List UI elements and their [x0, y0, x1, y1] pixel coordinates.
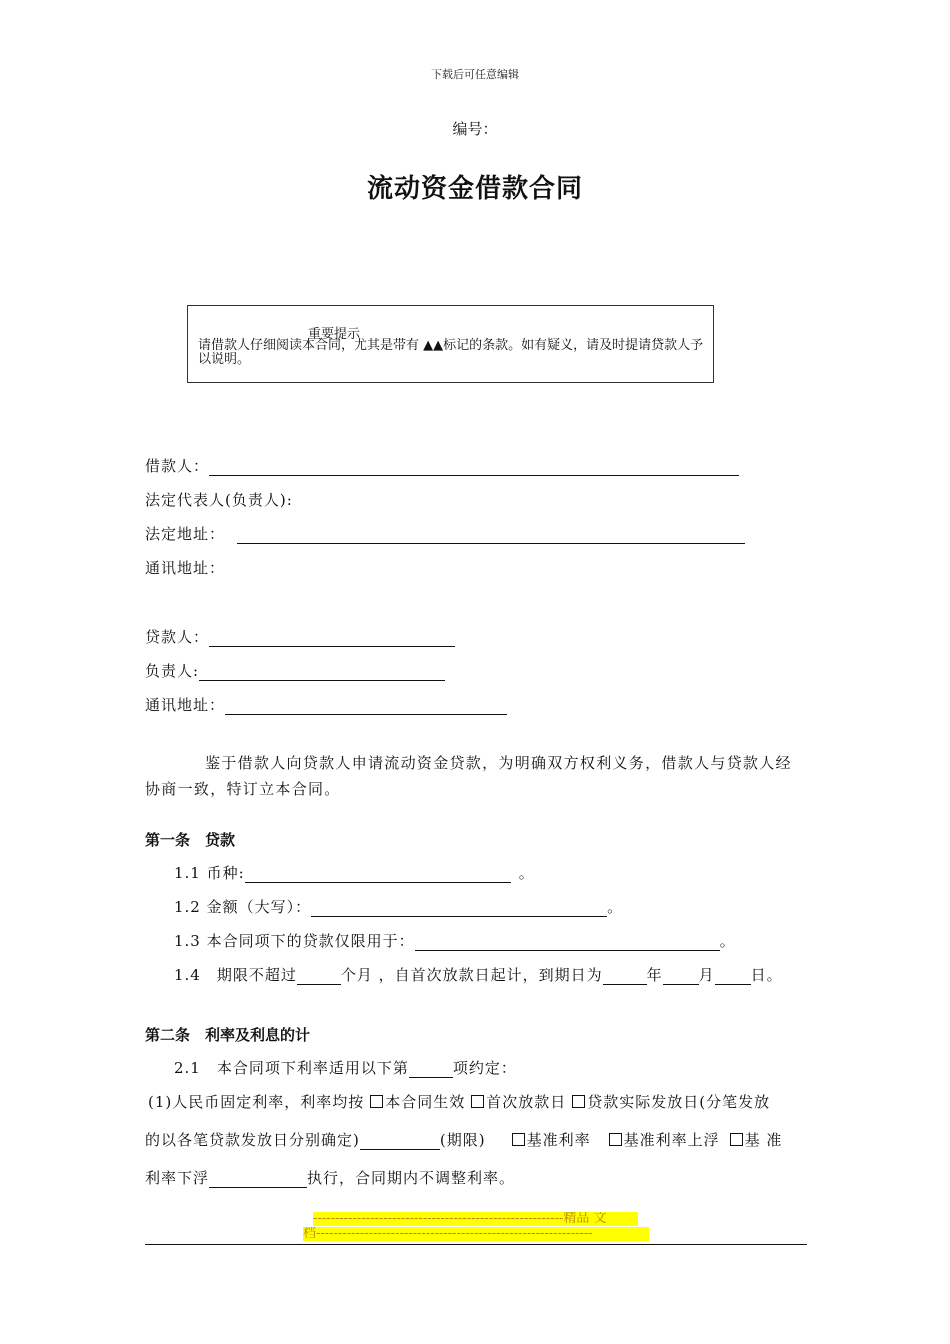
- clause-2-1: [174, 1057, 517, 1078]
- maturity-day-field[interactable]: [715, 967, 751, 985]
- contract-title: 流动资金借款合同: [366, 174, 583, 204]
- rate-option-field[interactable]: [409, 1060, 453, 1078]
- lender-mail-address-field[interactable]: [225, 697, 507, 715]
- borrower-legal-address-row: [145, 523, 745, 544]
- option-base-rate-down-a: 基 准: [744, 1131, 783, 1149]
- checkbox-base-rate-down[interactable]: [730, 1133, 743, 1146]
- borrower-legal-address-label: 法定地址：: [145, 525, 226, 543]
- checkbox-base-rate[interactable]: [512, 1133, 525, 1146]
- borrower-mail-address-label: 通讯地址：: [145, 559, 226, 577]
- footer-divider: [145, 1244, 807, 1245]
- notice-body: 请借款人仔细阅读本合同，尤其是带有 ▲▲标记的条款。如有疑义，请及时提请贷款人予以说明。: [198, 338, 704, 367]
- clause-1-4-text-a: 1.4 期限不超过: [174, 966, 297, 984]
- option-base-rate: 基准利率: [526, 1131, 591, 1149]
- term-months-field[interactable]: [297, 967, 341, 985]
- lender-head-field[interactable]: [199, 663, 445, 681]
- checkbox-contract-effective[interactable]: [370, 1095, 383, 1108]
- clause-2-1-text-b: 项约定：: [452, 1059, 517, 1077]
- lender-head-row: [145, 660, 445, 681]
- checkbox-first-drawdown[interactable]: [471, 1095, 484, 1108]
- clause-2-1-text-a: 2.1 本合同项下利率适用以下第: [174, 1059, 409, 1077]
- borrower-legal-address-field[interactable]: [237, 526, 745, 544]
- borrower-name-field[interactable]: [209, 458, 739, 476]
- article2-heading: 第二条 利率及利息的计: [145, 1026, 311, 1044]
- clause-1-3-end: 。: [719, 932, 736, 950]
- borrower-name-label: 借款人：: [145, 457, 210, 475]
- borrower-rep-label: 法定代表人(负责人):: [145, 491, 293, 509]
- clause-1-4: [174, 964, 783, 985]
- footer-watermark-line-2: 档---------------------------------------------------------------: [303, 1227, 649, 1241]
- clause-1-1-end: 。: [518, 864, 535, 882]
- fixed-rate-intro: (1)人民币固定利率，利率均按: [148, 1093, 365, 1111]
- footer-watermark-line-1: ---------------------------------------------------------精品 文: [313, 1212, 638, 1226]
- rate-term-field[interactable]: [360, 1132, 440, 1150]
- option-contract-effective: 本合同生效: [385, 1093, 466, 1111]
- serial-number-label: 编号：: [452, 120, 498, 138]
- clause-1-1-label: 1.1 币种:: [174, 864, 245, 882]
- lender-mail-address-label: 通讯地址：: [145, 696, 226, 714]
- fixed-rate-line-3-text-b: 执行，合同期内不调整利率。: [307, 1169, 516, 1187]
- rate-down-field[interactable]: [209, 1170, 307, 1188]
- amount-field[interactable]: [311, 899, 607, 917]
- fixed-rate-line-3-text-a: 利率下浮: [145, 1169, 210, 1187]
- checkbox-actual-disbursement[interactable]: [572, 1095, 585, 1108]
- borrower-mail-address-row: [145, 557, 225, 578]
- clause-1-3-label: 1.3 本合同项下的贷款仅限用于：: [174, 932, 415, 950]
- lender-name-row: [145, 626, 455, 647]
- clause-1-1: [174, 862, 535, 883]
- clause-1-3: [174, 930, 736, 951]
- important-notice-box: [187, 305, 714, 383]
- article1-heading: 第一条 贷款: [145, 831, 236, 849]
- borrower-rep-row: [145, 489, 293, 510]
- clause-1-2-end: 。: [607, 898, 624, 916]
- header-note: 下载后可任意编辑: [431, 68, 519, 81]
- fixed-rate-line-2: [145, 1129, 782, 1150]
- maturity-month-field[interactable]: [663, 967, 699, 985]
- loan-purpose-field[interactable]: [415, 933, 720, 951]
- option-base-rate-up: 基准利率上浮: [623, 1131, 720, 1149]
- fixed-rate-line-2-text: 的以各笔贷款发放日分别确定): [145, 1131, 360, 1149]
- lender-head-label: 负责人:: [145, 662, 200, 680]
- fixed-rate-line-1: [148, 1091, 770, 1112]
- clause-1-2-label: 1.2 金额（大写）：: [174, 898, 312, 916]
- preamble-paragraph: 鉴于借款人向贷款人申请流动资金贷款，为明确双方权利义务，借款人与贷款人经协商一致，特订立本合同。: [145, 754, 792, 798]
- currency-field[interactable]: [245, 865, 511, 883]
- lender-name-label: 贷款人：: [145, 628, 210, 646]
- clause-1-4-month: 月: [698, 966, 715, 984]
- checkbox-base-rate-up[interactable]: [609, 1133, 622, 1146]
- clause-1-2: [174, 896, 623, 917]
- option-actual-disbursement: 贷款实际发放日(分笔发放: [587, 1093, 771, 1111]
- option-first-drawdown: 首次放款日: [486, 1093, 567, 1111]
- lender-name-field[interactable]: [209, 629, 455, 647]
- borrower-name-row: [145, 455, 739, 476]
- clause-1-4-day: 日。: [750, 966, 783, 984]
- clause-1-4-text-b: 个月 ，自首次放款日起计，到期日为: [340, 966, 603, 984]
- lender-mail-address-row: [145, 694, 507, 715]
- clause-1-4-year: 年: [646, 966, 663, 984]
- notice-title: 重要提示: [308, 327, 361, 342]
- fixed-rate-line-3: [145, 1167, 515, 1188]
- maturity-year-field[interactable]: [603, 967, 647, 985]
- term-label: (期限): [439, 1131, 486, 1149]
